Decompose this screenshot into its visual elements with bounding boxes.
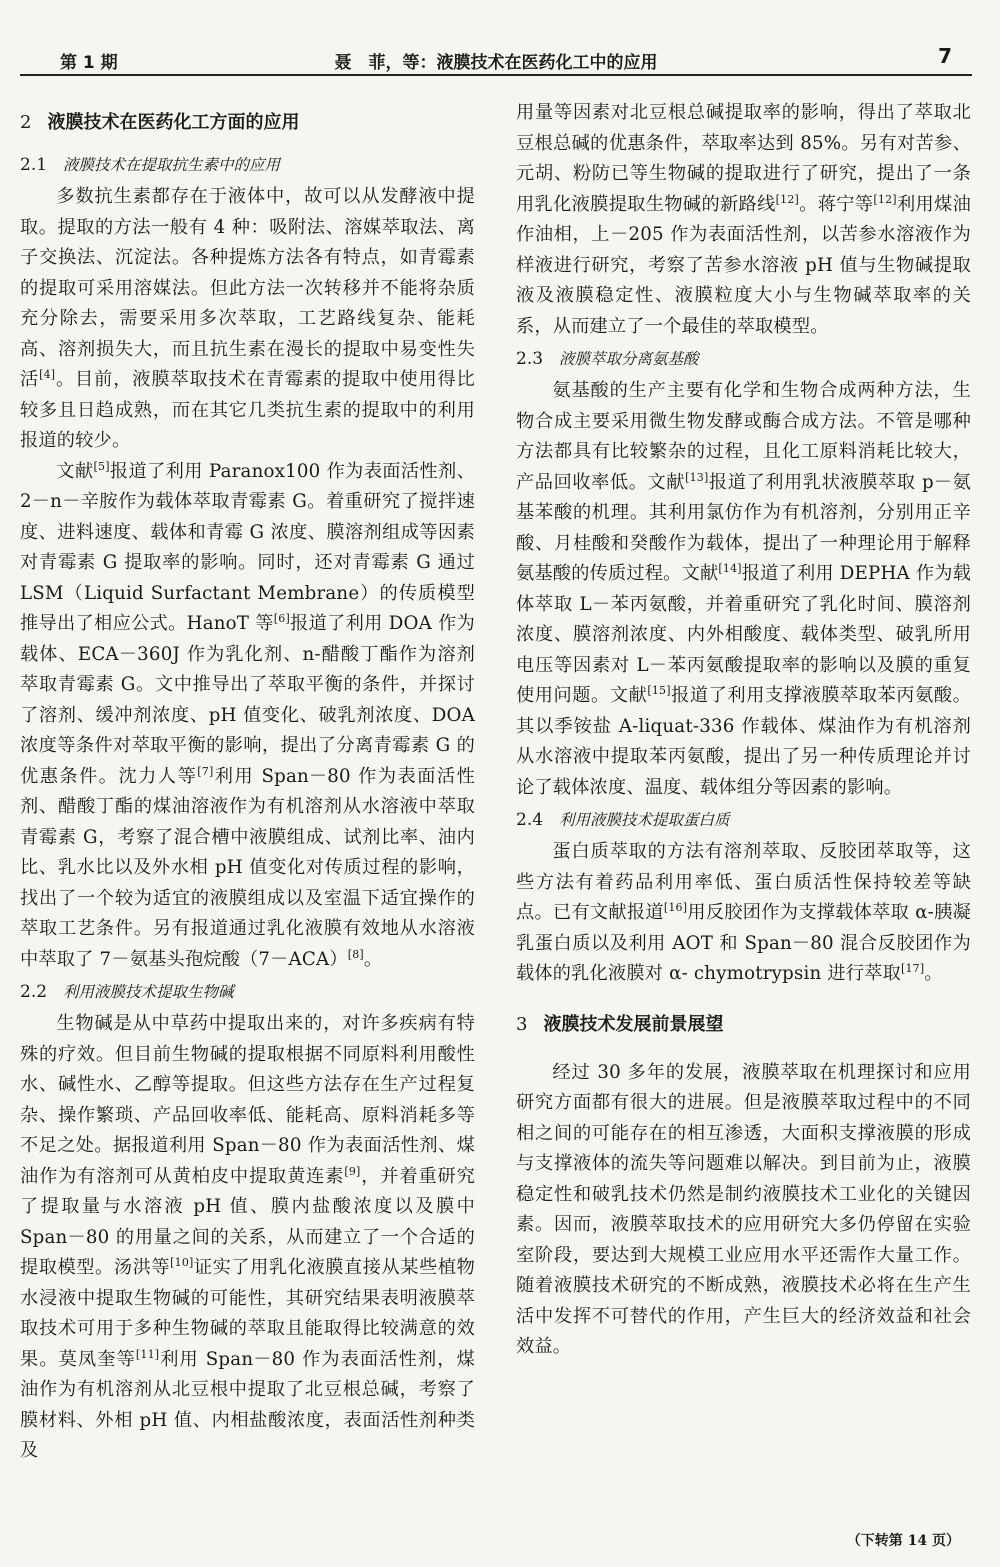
citation: [11] bbox=[135, 1347, 160, 1361]
text-run: 。目前，液膜萃取技术在青霉素的提取中使用得比较多且日趋成熟，而在其它几类抗生素的提取中的利用报道的较少。 bbox=[20, 369, 476, 451]
section-2-4-heading bbox=[516, 805, 971, 835]
section-number: 2.3 bbox=[516, 349, 544, 369]
text-run: 利用 Span－80 作为表面活性剂、醋酸丁酯的煤油溶液作为有机溶剂从水溶液中萃取青霉素 G，考察了混合槽中液膜组成、试剂比率、油内比、乳水比以及外水相 pH 值变化对传质过程的影响，找出了一个较为适宜的液膜组成以及室温下适宜操作的萃取工艺条件。另有报道通过乳化液膜有效地从水溶液中萃取了 7－氨基头孢烷酸（7－ACA） bbox=[20, 765, 475, 970]
running-title: 聂 菲，等：液膜技术在医药化工中的应用 bbox=[334, 53, 658, 73]
paragraph-proteins bbox=[516, 837, 971, 990]
section-2-2-heading bbox=[20, 977, 475, 1007]
citation: [10] bbox=[170, 1256, 194, 1269]
section-2-heading bbox=[20, 106, 475, 140]
citation: [12] bbox=[775, 192, 800, 206]
right-column bbox=[516, 98, 971, 1363]
citation: [9] bbox=[344, 1164, 361, 1178]
section-2-1-heading bbox=[20, 150, 475, 180]
page-number: 7 bbox=[938, 44, 952, 68]
text-run: ，并着重研究了提取量与水溶液 pH 值、膜内盐酸浓度以及膜中 Span－80 的用量之间的关系，从而建立了一个合适的提取模型。汤洪等 bbox=[20, 1165, 476, 1278]
paragraph-outlook: 经过 30 多年的发展，液膜萃取在机理探讨和应用研究方面都有很大的进展。但是液膜萃取过程中的不同相之间的可能存在的相互渗透，大面积支撑液膜的形成与支撑液体的流失等问题难以解决。到目前为止，液膜稳定性和破乳技术仍然是制约液膜技术工业化的关键因素。因而，液膜萃取技术的应用研究大多仍停留在实验室阶段，要达到大规模工业应用水平还需作大量工作。随着液膜技术研究的不断成熟，液膜技术必将在生产生活中发挥不可替代的作用，产生巨大的经济效益和社会效益。 bbox=[516, 1061, 971, 1357]
text-run: 。 bbox=[363, 948, 383, 970]
citation: [15] bbox=[647, 684, 671, 697]
text-run: 报道了利用 DEPHA 作为载体萃取 L－苯丙氨酸，并着重研究了乳化时间、膜溶剂浓度、膜溶剂浓度、内外相酸度、载体类型、破乳所用电压等因素对 L－苯丙氨酸提取率的影响以及膜的重复使用问题。文献 bbox=[516, 563, 972, 706]
text-run: 氨基酸的生产主要有化学和生物合成两种方法，生物合成主要采用微生物发酵或酶合成方法。不管是哪种方法都具有比较繁杂的过程，且化工原料消耗比较大，产品回收率低。文献 bbox=[516, 380, 971, 493]
citation: [7] bbox=[197, 764, 214, 778]
citation: [17] bbox=[900, 962, 925, 975]
citation: [12] bbox=[873, 192, 897, 206]
section-title: 利用液膜技术提取生物碱 bbox=[63, 983, 234, 1001]
paragraph-penicillin bbox=[20, 457, 475, 976]
section-2-3-heading bbox=[516, 344, 971, 374]
text-run: 。 bbox=[924, 963, 943, 984]
paragraph-alkaloids bbox=[20, 1009, 475, 1467]
citation: [4] bbox=[39, 368, 56, 381]
text-run: 多数抗生素都存在于液体中，故可以从发酵液中提取。提取的方法一般有 4 种：吸附法、溶媒萃取法、离子交换法、沉淀法。各种提炼方法各有特点，如青霉素的提取可采用溶媒法。但此方法一次转移并不能将杂质充分除去，需要采用多次萃取，工艺路线复杂、能耗高、溶剂损失大，而且抗生素在漫长的提取中易变性失活 bbox=[20, 186, 475, 390]
citation: [14] bbox=[718, 562, 742, 575]
section-3-heading bbox=[516, 1008, 971, 1042]
issue-number: 第 1 期 bbox=[60, 53, 118, 73]
left-column bbox=[20, 98, 475, 1467]
continued-note: （下转第 14 页） bbox=[846, 1533, 960, 1549]
citation: [6] bbox=[273, 612, 290, 625]
text-run: 证实了用乳化液膜直接从某些植物水浸液中提取生物碱的可能性，其研究结果表明液膜萃取技术可用于多种生物碱的萃取且能取得比较满意的效果。莫凤奎等 bbox=[20, 1257, 475, 1370]
text-run: 报道了利用乳状液膜萃取 p－氨基苯酸的机理。其利用氯仿作为有机溶剂，分别用正辛酸、月桂酸和癸酸作为载体，提出了一种理论用于解释氨基酸的传质过程。文献 bbox=[516, 471, 971, 584]
section-number: 2.1 bbox=[20, 155, 48, 175]
text-run: 用反胶团作为支撑载体萃取 α-胰凝乳蛋白质以及利用 AOT 和 Span－80 混合反胶团作为载体的乳化液膜对 α- chymotrypsin 进行萃取 bbox=[516, 902, 971, 984]
section-title: 利用液膜技术提取蛋白质 bbox=[559, 811, 730, 829]
text-run: 报道了利用 DOA 作为载体、ECA－360J 作为乳化剂、n-醋酸丁酯作为溶剂萃取青霉素 G。文中推导出了萃取平衡的条件，并探讨了溶剂、缓冲剂浓度、pH 值变化、破乳剂浓度、DOA 浓度等条件对萃取平衡的影响，提出了分离青霉素 G 的优惠条件。沈力人等 bbox=[20, 613, 476, 787]
section-title: 液膜技术在提取抗生素中的应用 bbox=[63, 156, 281, 174]
text-run: 报道了利用支撑液膜萃取苯丙氨酸。其以季铵盐 A-liquat-336 作载体、煤油作为有机溶剂从水溶液中提取苯丙氨酸，提出了另一种传质理论并讨论了载体浓度、温度、载体组分等因素的影响。 bbox=[516, 685, 971, 798]
section-number: 2.4 bbox=[516, 810, 544, 830]
text-run: 报道了利用 Paranox100 作为表面活性剂、2－n－辛胺作为载体萃取青霉素 G。着重研究了搅拌速度、进料速度、载体和青霉 G 浓度、膜溶剂组成等因素对青霉素 G 提取率的影响。同时，还对青霉素 G 通过 LSM（Liquid Surfactant Membrane）的传质模型推导出了相应公式。HanoT 等 bbox=[20, 460, 475, 634]
section-title: 液膜技术发展前景展望 bbox=[543, 1013, 724, 1035]
running-header bbox=[20, 38, 972, 76]
section-number: 2 bbox=[20, 112, 32, 133]
text-run: 用量等因素对北豆根总碱提取率的影响，得出了萃取北豆根总碱的优惠条件，萃取率达到 85%。另有对苦参、元胡、粉防已等生物碱的提取进行了研究，提出了一条用乳化液膜提取生物碱的新路线 bbox=[516, 102, 971, 215]
text-run: 利用 Span－80 作为表面活性剂，煤油作为有机溶剂从北豆根中提取了北豆根总碱，考察了膜材料、外相 pH 值、内相盐酸浓度，表面活性剂种类及 bbox=[20, 1348, 475, 1461]
citation: [16] bbox=[663, 901, 688, 914]
paragraph-antibiotics-intro bbox=[20, 182, 475, 457]
text-run: 利用煤油作油相，上－205 作为表面活性剂，以苦参水溶液作为样液进行研究，考察了苦参水溶液 pH 值与生物碱提取液及液膜稳定性、液膜粒度大小与生物碱萃取率的关系，从而建立了一个最佳的萃取模型。 bbox=[516, 193, 971, 337]
section-number: 2.2 bbox=[20, 982, 48, 1002]
text-run: 蛋白质萃取的方法有溶剂萃取、反胶团萃取等，这些方法有着药品利用率低、蛋白质活性保持较差等缺点。已有文献报道 bbox=[516, 841, 971, 923]
text-run: 生物碱是从中草药中提取出来的，对许多疾病有特殊的疗效。但目前生物碱的提取根据不同原料利用酸性水、碱性水、乙醇等提取。但这些方法存在生产过程复杂、操作繁琐、产品回收率低、能耗高、原料消耗多等不足之处。据报道利用 Span－80 作为表面活性剂、煤油作为有溶剂可从黄柏皮中提取黄连素 bbox=[20, 1013, 475, 1187]
paragraph-amino-acids bbox=[516, 376, 971, 803]
section-number: 3 bbox=[516, 1013, 528, 1035]
citation: [13] bbox=[685, 470, 709, 484]
citation: [5] bbox=[93, 459, 110, 473]
section-title: 液膜技术在医药化工方面的应用 bbox=[47, 112, 300, 133]
text-run: 文献 bbox=[56, 460, 94, 482]
citation: [8] bbox=[347, 947, 364, 961]
section-title: 液膜萃取分离氨基酸 bbox=[559, 350, 699, 368]
paragraph-alkaloids-continued bbox=[516, 98, 971, 342]
text-run: 。蒋宁等 bbox=[799, 193, 874, 215]
